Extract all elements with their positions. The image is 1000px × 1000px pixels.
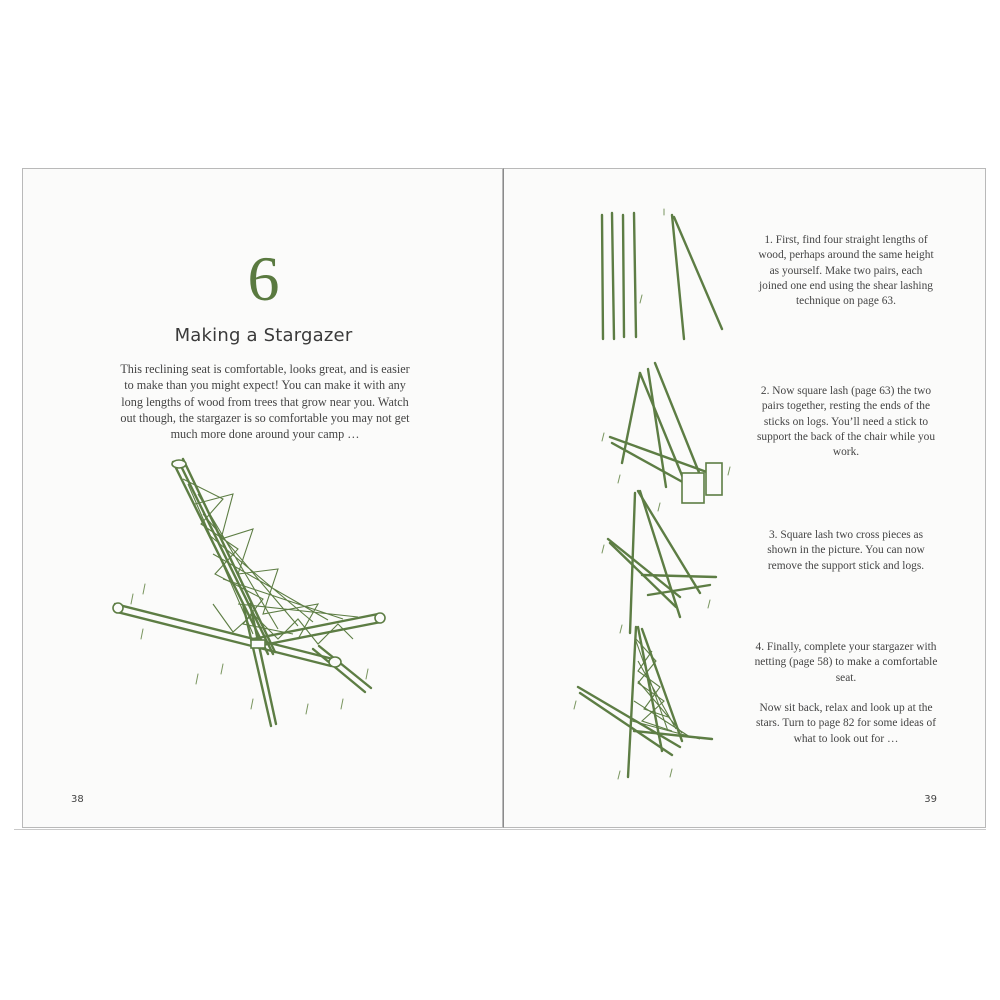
closing-text: Now sit back, relax and look up at the stars. Turn to page 82 for some ideas of what to look out for … <box>755 702 936 745</box>
page-shadow <box>14 829 986 830</box>
chapter-title: Making a Stargazer <box>174 325 353 346</box>
step-4-text: 4. Finally, complete your stargazer with netting (page 58) to make a comfortable seat. <box>754 641 938 684</box>
page-number-left: 38 <box>71 794 84 805</box>
step-1-text: 1. First, find four straight lengths of wood, perhaps around the same height as yourself. Make two pairs, each joined one end using the shear lashing technique on page 63. <box>758 234 934 308</box>
book-spread <box>22 168 986 830</box>
step-1-illustration <box>594 207 734 347</box>
step-2-text: 2. Now square lash (page 63) the two pairs together, resting the ends of the sticks on logs. You’ll need a stick to support the back of the chair while you work. <box>756 385 936 459</box>
chapter-number: 6 <box>247 243 280 314</box>
left-page <box>22 168 503 828</box>
page-number-right: 39 <box>924 794 937 805</box>
right-page <box>503 168 986 828</box>
step-4-illustration <box>572 621 722 791</box>
stargazer-illustration <box>103 454 403 744</box>
step-3-text: 3. Square lash two cross pieces as shown in the picture. You can now remove the support stick and logs. <box>767 529 925 572</box>
intro-paragraph: This reclining seat is comfortable, looks great, and is easier to make than you might expect! You can make it with any long lengths of wood from trees that grow near you. Watch out though, the stargazer is so comfortable you may not get much more done around your camp … <box>120 362 410 442</box>
